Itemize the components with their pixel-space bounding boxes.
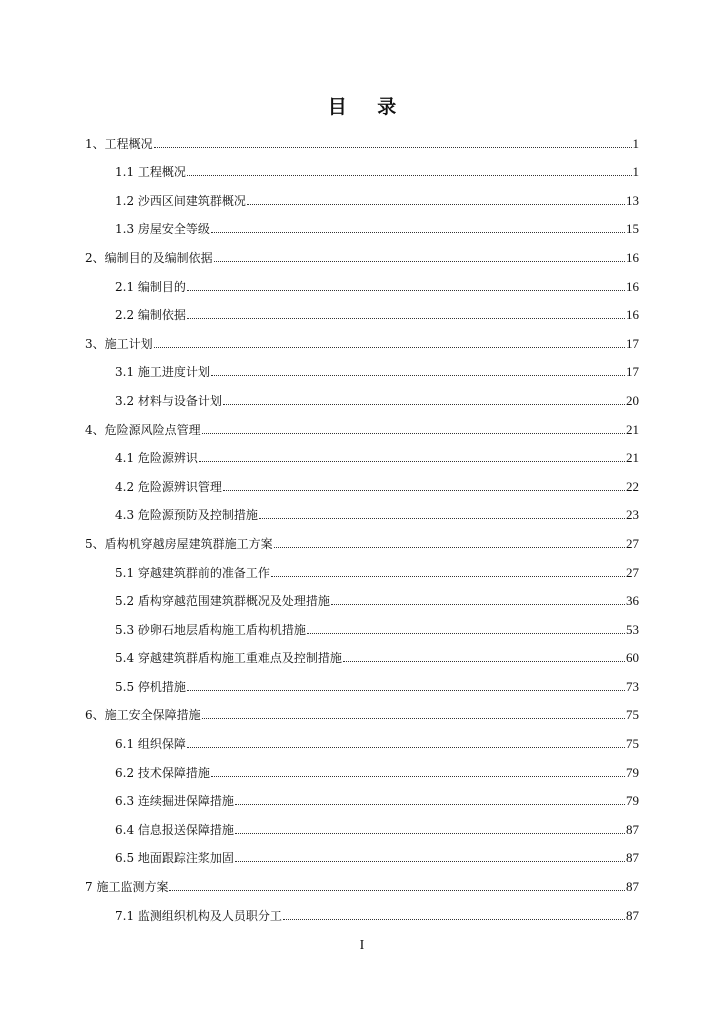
page-number: I [359,938,365,953]
toc-subsection-entry[interactable] [85,212,639,241]
toc-entry-label: 5.3 砂卵石地层盾构施工盾构机措施 [115,622,306,637]
toc-entry-label: 5.2 盾构穿越范围建筑群概况及处理措施 [115,594,330,609]
toc-entry-page: 79 [626,764,639,780]
toc-subsection-entry[interactable] [85,612,639,641]
toc-entry-page: 60 [626,650,639,666]
toc-entry-label: 3.2 材料与设备计划 [115,393,222,408]
dot-leader [307,633,625,634]
toc-entry-label: 5、盾构机穿越房屋建筑群施工方案 [85,536,273,551]
dot-leader [211,375,625,376]
dot-leader [187,175,632,176]
toc-entry-page: 75 [626,707,639,723]
toc-subsection-entry[interactable] [85,355,639,384]
toc-section-entry[interactable] [85,698,639,727]
dot-leader [214,261,625,262]
dot-leader [343,661,625,662]
toc-subsection-entry[interactable] [85,555,639,584]
toc-entry-label: 3.1 施工进度计划 [115,365,210,380]
toc-entry-page: 36 [626,593,639,609]
toc-section-entry[interactable] [85,526,639,555]
toc-entry-page: 73 [626,678,639,694]
toc-section-entry[interactable] [85,126,639,155]
toc-subsection-entry[interactable] [85,669,639,698]
toc-title: 目 录 [327,96,409,118]
dot-leader [187,318,625,319]
toc-entry-page: 13 [626,192,639,208]
toc-entry-page: 20 [626,392,639,408]
toc-subsection-entry[interactable] [85,898,639,927]
dot-leader [187,690,625,691]
toc-entry-page: 1 [632,164,639,180]
toc-entry-page: 16 [626,249,639,265]
dot-leader [202,433,625,434]
toc-entry-label: 5.1 穿越建筑群前的准备工作 [115,565,270,580]
toc-entry-page: 16 [626,278,639,294]
toc-entry-label: 5.5 停机措施 [115,679,186,694]
toc-entry-label: 7.1 监测组织机构及人员职分工 [115,908,282,923]
toc-entry-label: 6.4 信息报送保障措施 [115,822,234,837]
toc-entry-label: 2、编制目的及编制依据 [85,250,213,265]
toc-entry-page: 27 [626,564,639,580]
toc-entry-label: 2.1 编制目的 [115,279,186,294]
dot-leader [223,490,625,491]
dot-leader [331,604,625,605]
toc-subsection-entry[interactable] [85,755,639,784]
toc-entry-page: 27 [626,535,639,551]
toc-subsection-entry[interactable] [85,841,639,870]
dot-leader [169,890,625,891]
toc-entry-label: 3、施工计划 [85,336,153,351]
toc-entry-page: 21 [626,421,639,437]
toc-section-entry[interactable] [85,869,639,898]
toc-section-entry[interactable] [85,412,639,441]
toc-entry-label: 1、工程概况 [85,136,153,151]
dot-leader [274,547,625,548]
toc-subsection-entry[interactable] [85,383,639,412]
toc-entry-label: 4、危险源风险点管理 [85,422,201,437]
dot-leader [235,804,625,805]
dot-leader [154,147,632,148]
toc-subsection-entry[interactable] [85,441,639,470]
toc-entry-label: 6.3 连续掘进保障措施 [115,794,234,809]
toc-entry-page: 53 [626,621,639,637]
toc-subsection-entry[interactable] [85,784,639,813]
toc-subsection-entry[interactable] [85,298,639,327]
dot-leader [202,718,625,719]
toc-entry-label: 6、施工安全保障措施 [85,708,201,723]
toc-entry-label: 6.5 地面跟踪注浆加固 [115,851,234,866]
toc-entry-page: 17 [626,364,639,380]
toc-subsection-entry[interactable] [85,155,639,184]
dot-leader [187,747,625,748]
dot-leader [259,518,625,519]
toc-entry-label: 5.4 穿越建筑群盾构施工重难点及控制措施 [115,651,342,666]
dot-leader [235,833,625,834]
toc-section-entry[interactable] [85,240,639,269]
toc-subsection-entry[interactable] [85,183,639,212]
toc-entry-label: 7 施工监测方案 [85,880,169,895]
toc-subsection-entry[interactable] [85,269,639,298]
toc-entry-page: 17 [626,335,639,351]
toc-entry-page: 87 [626,879,639,895]
dot-leader [154,347,625,348]
toc-entry-label: 1.2 沙西区间建筑群概况 [115,193,246,208]
dot-leader [199,461,625,462]
toc-subsection-entry[interactable] [85,584,639,613]
dot-leader [223,404,625,405]
dot-leader [187,290,625,291]
toc-entry-page: 79 [626,793,639,809]
toc-entry-label: 1.3 房屋安全等级 [115,222,210,237]
toc-entry-page: 15 [626,221,639,237]
toc-entry-page: 21 [626,450,639,466]
toc-entry-label: 2.2 编制依据 [115,308,186,323]
toc-entry-page: 1 [632,135,639,151]
dot-leader [283,919,625,920]
toc-entry-label: 4.3 危险源预防及控制措施 [115,508,258,523]
toc-entry-label: 4.2 危险源辨识管理 [115,479,222,494]
dot-leader [211,776,625,777]
toc-section-entry[interactable] [85,326,639,355]
toc-entry-page: 16 [626,307,639,323]
dot-leader [247,204,625,205]
dot-leader [211,232,625,233]
toc-entry-label: 6.2 技术保障措施 [115,765,210,780]
dot-leader [235,861,625,862]
toc-subsection-entry[interactable] [85,726,639,755]
toc-list [85,126,639,927]
dot-leader [271,576,625,577]
toc-entry-label: 6.1 组织保障 [115,737,186,752]
toc-subsection-entry[interactable] [85,498,639,527]
toc-entry-page: 87 [626,821,639,837]
toc-entry-page: 87 [626,907,639,923]
toc-subsection-entry[interactable] [85,812,639,841]
toc-subsection-entry[interactable] [85,469,639,498]
toc-entry-page: 23 [626,507,639,523]
toc-entry-page: 87 [626,850,639,866]
toc-entry-label: 1.1 工程概况 [115,165,186,180]
toc-entry-label: 4.1 危险源辨识 [115,451,198,466]
toc-subsection-entry[interactable] [85,641,639,670]
toc-entry-page: 75 [626,736,639,752]
toc-entry-page: 22 [626,478,639,494]
